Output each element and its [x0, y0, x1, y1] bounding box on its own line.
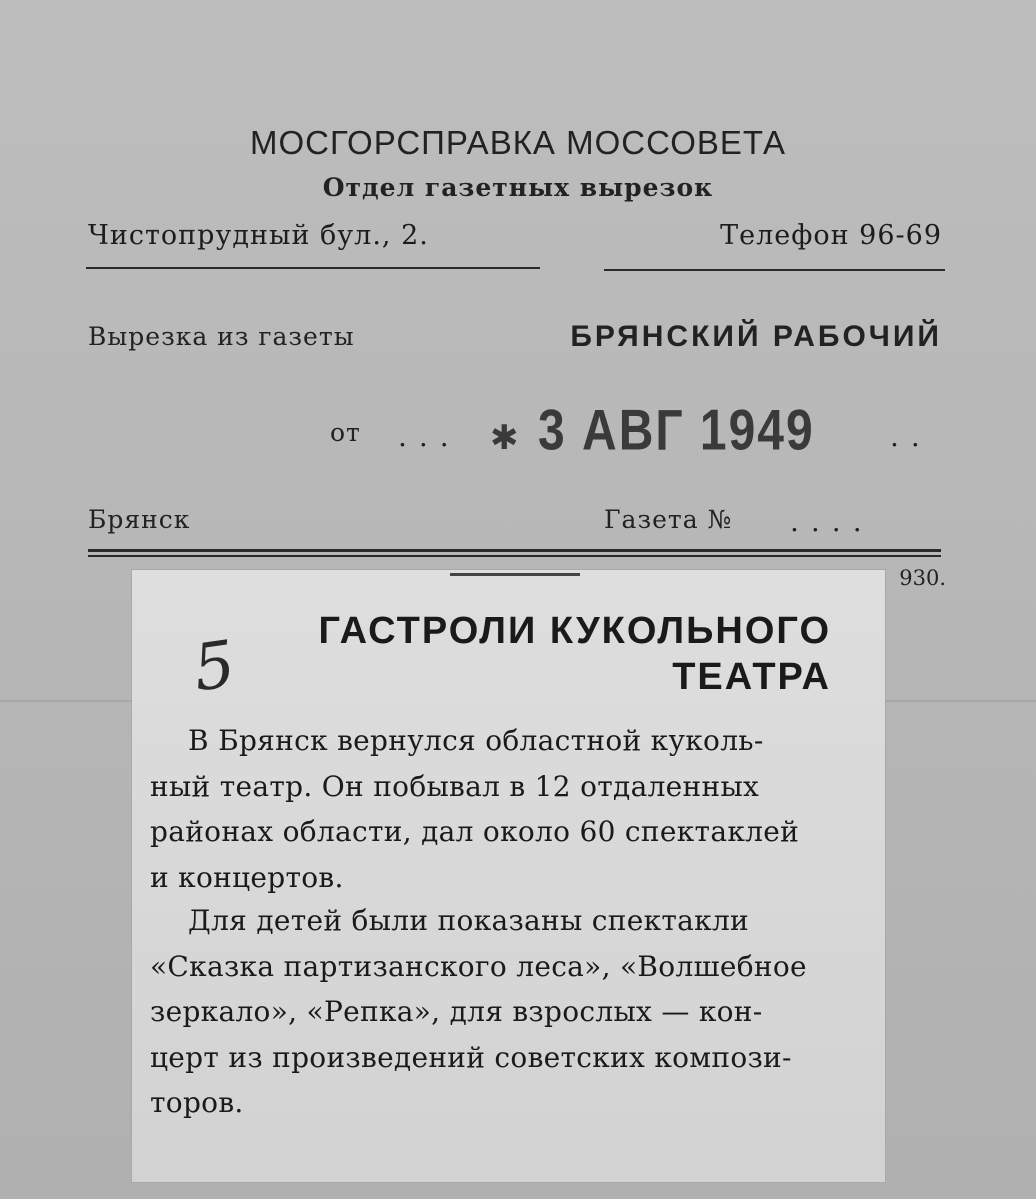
paragraph-2 — [150, 898, 880, 1126]
date-label: от — [330, 418, 361, 447]
paragraph-line: зеркало», «Репка», для взрослых — кон- — [150, 995, 763, 1028]
order-number: 930. — [899, 566, 946, 590]
date-dots-end: .. — [890, 420, 932, 453]
star-stamp-icon: ✱ — [490, 418, 519, 458]
handwritten-number: 5 — [189, 627, 240, 707]
date-dots: ... — [398, 420, 461, 453]
paragraph-line: В Брянск вернулся областной куколь- — [188, 724, 764, 757]
paragraph-line: районах области, дал около 60 спектаклей — [150, 815, 800, 848]
form-rule-bottom — [88, 555, 941, 557]
headline-line-1: ГАСТРОЛИ КУКОЛЬНОГО — [318, 610, 831, 652]
headline-line-2: ТЕАТРА — [672, 656, 831, 698]
clipping-top-line — [450, 573, 580, 576]
paragraph-1 — [150, 718, 880, 900]
paragraph-line: торов. — [150, 1086, 244, 1119]
phone-number: Телефон 96-69 — [720, 220, 942, 251]
paragraph-line: церт из произведений советских компози- — [150, 1040, 792, 1074]
agency-title: МОСГОРСПРАВКА МОССОВЕТА — [250, 124, 786, 161]
form-rule-top — [88, 549, 941, 552]
paragraph-line: и концертов. — [150, 860, 344, 894]
header-rule-right — [604, 269, 945, 271]
issue-dots: .... — [790, 505, 874, 538]
department-subtitle: Отдел газетных вырезок — [322, 173, 714, 202]
date-stamp: 3 АВГ 1949 — [538, 399, 815, 463]
city-label: Брянск — [88, 505, 191, 534]
issue-label: Газета № — [604, 505, 733, 534]
paragraph-line: «Сказка партизанского леса», «Волшебное — [150, 949, 807, 983]
newspaper-name: БРЯНСКИЙ РАБОЧИЙ — [570, 320, 942, 353]
paragraph-line: ный театр. Он побывал в 12 отдаленных — [150, 769, 760, 803]
clipping-label: Вырезка из газеты — [88, 322, 355, 351]
address: Чистопрудный бул., 2. — [88, 220, 429, 251]
newspaper-clipping — [132, 570, 885, 1182]
header-rule-left — [86, 267, 540, 269]
paragraph-line: Для детей были показаны спектакли — [188, 904, 750, 937]
